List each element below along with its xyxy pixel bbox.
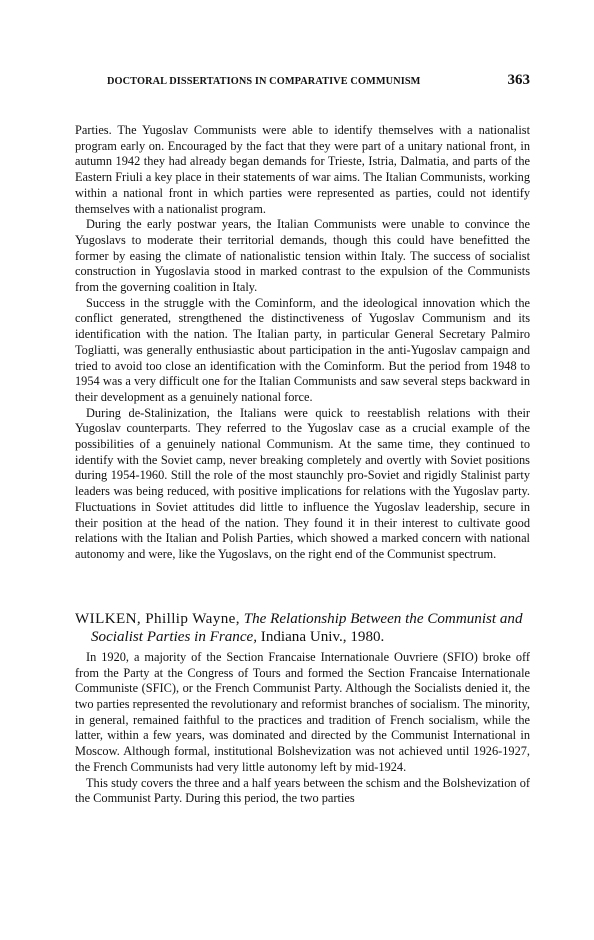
paragraph: During the early postwar years, the Italian Communists were unable to convince the Yugoslavs to moderate their territorial demands, though this could have benefitted the former by easing the climate of nationalistic tension within Italy. The success of socialist construction in Yugoslavia stood in marked contrast to the expulsion of the Communists from the governing coalition in Italy. [75,217,530,295]
document-page [75,72,530,807]
running-title: DOCTORAL DISSERTATIONS IN COMPARATIVE COMMUNISM [107,76,421,87]
paragraph: During de-Stalinization, the Italians were quick to reestablish relations with their Yugoslav counterparts. They referred to the Yugoslav case as a crucial example of the possibilities of a genuinely national Communism. At the same time, they continued to identify with the Soviet camp, never breaking completely and overtly with Soviet positions during 1954-1960. Still the role of the most staunchly pro-Soviet and rigidly Stalinist party leaders was being reduced, with positive implications for relations with the Yugoslav party. Fluctuations in Soviet attitudes did little to influence the Yugoslav leadership, secure in their position at the head of the nation. They found it in their interest to cultivate good relations with the Italian and Polish Parties, which showed a marked concern with national autonomy and were, like the Yugoslavs, on the right end of the Communist spectrum. [75,405,530,561]
paragraph: Parties. The Yugoslav Communists were able to identify themselves with a nationalist program early on. Encouraged by the fact that they were part of a unitary national front, in autumn 1942 they had already began demands for Trieste, Istria, Dalmatia, and parts of the Eastern Friuli a key place in their statements of war aims. The Italian Communists, working within a national front in which parties were represented as parties, could not identify themselves with a nationalist program. [75,123,530,216]
paragraph: Success in the struggle with the Cominform, and the ideological innovation which the conflict generated, strengthened the distinctiveness of Yugoslav Communism and its identification with the nation. The Italian party, in particular General Secretary Palmiro Togliatti, was generally enthusiastic about participation in the anti-Yugoslav campaign and tried to avoid too close an identification with the Cominform. But the period from 1948 to 1954 was a very difficult one for the Italian Communists and saw several steps backward in their development as a genuinely national force. [75,295,530,404]
dissertation-entry [75,610,530,807]
paragraph: This study covers the three and a half years between the schism and the Bolshevization of the Communist Party. During this period, the two parties [75,775,530,806]
entry-title: The Relationship Between the Communist and Socialist Parties in France, [91,610,523,646]
page-number: 363 [507,72,530,88]
entry-abstract [75,650,530,807]
entry-institution-year: Indiana Univ., 1980. [260,629,385,646]
entry-heading [75,610,530,647]
running-header [107,72,530,89]
continued-abstract [75,123,530,563]
entry-author: WILKEN, Phillip Wayne, [75,610,240,627]
paragraph: In 1920, a majority of the Section Francaise Internationale Ouvriere (SFIO) broke off from the Party at the Congress of Tours and formed the Section Francaise Internationale Communiste (SFIC), or the French Communist Party. Although the Socialists denied it, the two parties represented the revolutionary and reformist branches of socialism. The minority, in general, remained faithful to the practices and tradition of French socialism, while the latter, within a few years, was dominated and directed by the Communist International in Moscow. Although formal, institutional Bolshevization was not achieved until 1926-1927, the French Communists had very little autonomy left by mid-1924. [75,649,530,774]
